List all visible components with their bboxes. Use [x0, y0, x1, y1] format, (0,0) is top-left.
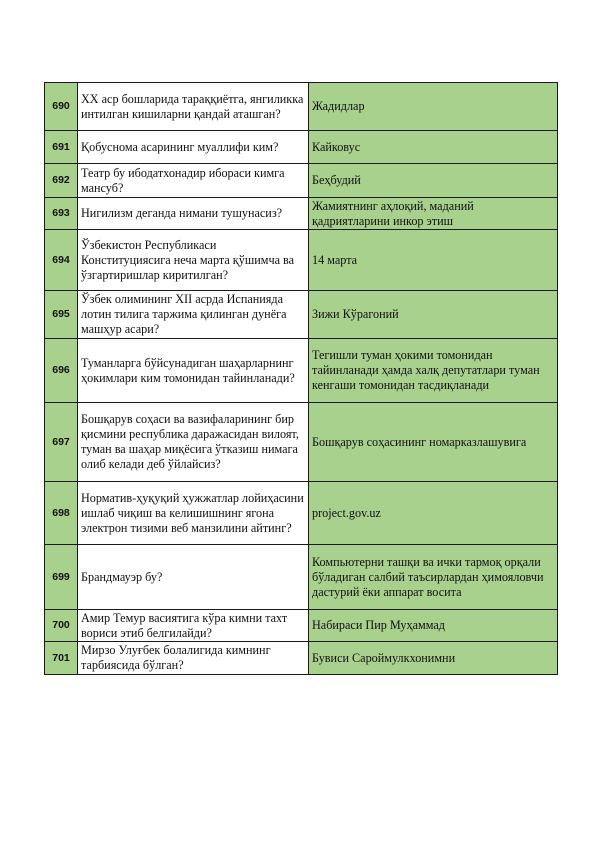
table-row: [45, 164, 558, 198]
table-row: [45, 339, 558, 403]
answer-cell: Тегишли туман ҳокими томонидан тайинланади ҳамда халқ депутатлари туман кенгаши томонидан тасдиқланади: [309, 339, 558, 403]
row-number: 694: [45, 230, 78, 291]
row-number: 700: [45, 610, 78, 642]
row-number: 693: [45, 198, 78, 230]
question-cell: Брандмауэр бу?: [78, 545, 309, 610]
row-number: 697: [45, 403, 78, 482]
qa-table: [44, 82, 558, 675]
row-number: 690: [45, 83, 78, 131]
question-cell: Норматив-ҳуқуқий ҳужжатлар лойиҳасини ишлаб чиқиш ва келишишнинг ягона электрон тизими веб манзилини айтинг?: [78, 482, 309, 545]
question-cell: Бошқарув соҳаси ва вазифаларининг бир қисмини республика даражасидан вилоят, туман ва шаҳар миқёсига ўтказиш нимага олиб келади деб ўйлайсиз?: [78, 403, 309, 482]
answer-cell: Кайковус: [309, 131, 558, 164]
answer-cell: Зижи Кўрагоний: [309, 291, 558, 339]
row-number: 698: [45, 482, 78, 545]
answer-cell: project.gov.uz: [309, 482, 558, 545]
table-row: [45, 610, 558, 642]
row-number: 699: [45, 545, 78, 610]
question-cell: Қобуснома асарининг муаллифи ким?: [78, 131, 309, 164]
answer-cell: 14 марта: [309, 230, 558, 291]
question-cell: Мирзо Улуғбек болалигида кимнинг тарбиясида бўлган?: [78, 642, 309, 675]
question-cell: Туманларга бўйсунадиган шаҳарларнинг ҳокимлари ким томонидан тайинланади?: [78, 339, 309, 403]
table-row: [45, 291, 558, 339]
answer-cell: Жамиятнинг аҳлоқий, маданий қадриятларини инкор этиш: [309, 198, 558, 230]
answer-cell: Компьютерни ташқи ва ички тармоқ орқали бўладиган салбий таъсирлардан ҳимояловчи дастурий ёки аппарат восита: [309, 545, 558, 610]
table-row: [45, 230, 558, 291]
row-number: 701: [45, 642, 78, 675]
answer-cell: Беҳбудий: [309, 164, 558, 198]
row-number: 695: [45, 291, 78, 339]
row-number: 691: [45, 131, 78, 164]
question-cell: Театр бу ибодатхонадир ибораси кимга мансуб?: [78, 164, 309, 198]
table-row: [45, 83, 558, 131]
table-row: [45, 198, 558, 230]
question-cell: Ўзбекистон Республикаси Конституциясига неча марта қўшимча ва ўзгартиришлар киритилган?: [78, 230, 309, 291]
question-cell: Амир Темур васиятига кўра кимни тахт вориси этиб белгилайди?: [78, 610, 309, 642]
table-row: [45, 403, 558, 482]
answer-cell: Набираси Пир Муҳаммад: [309, 610, 558, 642]
question-cell: Ўзбек олимининг XII асрда Испанияда лотин тилига таржима қилинган дунёга машҳур асари?: [78, 291, 309, 339]
question-cell: Нигилизм деганда нимани тушунасиз?: [78, 198, 309, 230]
question-cell: XX аср бошларида тараққиётга, янгиликка интилган кишиларни қандай аташган?: [78, 83, 309, 131]
table-row: [45, 642, 558, 675]
table-row: [45, 131, 558, 164]
answer-cell: Бошқарув соҳасининг номарказлашувига: [309, 403, 558, 482]
qa-table-body: [45, 83, 558, 675]
table-row: [45, 482, 558, 545]
row-number: 692: [45, 164, 78, 198]
answer-cell: Жадидлар: [309, 83, 558, 131]
row-number: 696: [45, 339, 78, 403]
answer-cell: Бувиси Сароймулкхонимни: [309, 642, 558, 675]
table-row: [45, 545, 558, 610]
